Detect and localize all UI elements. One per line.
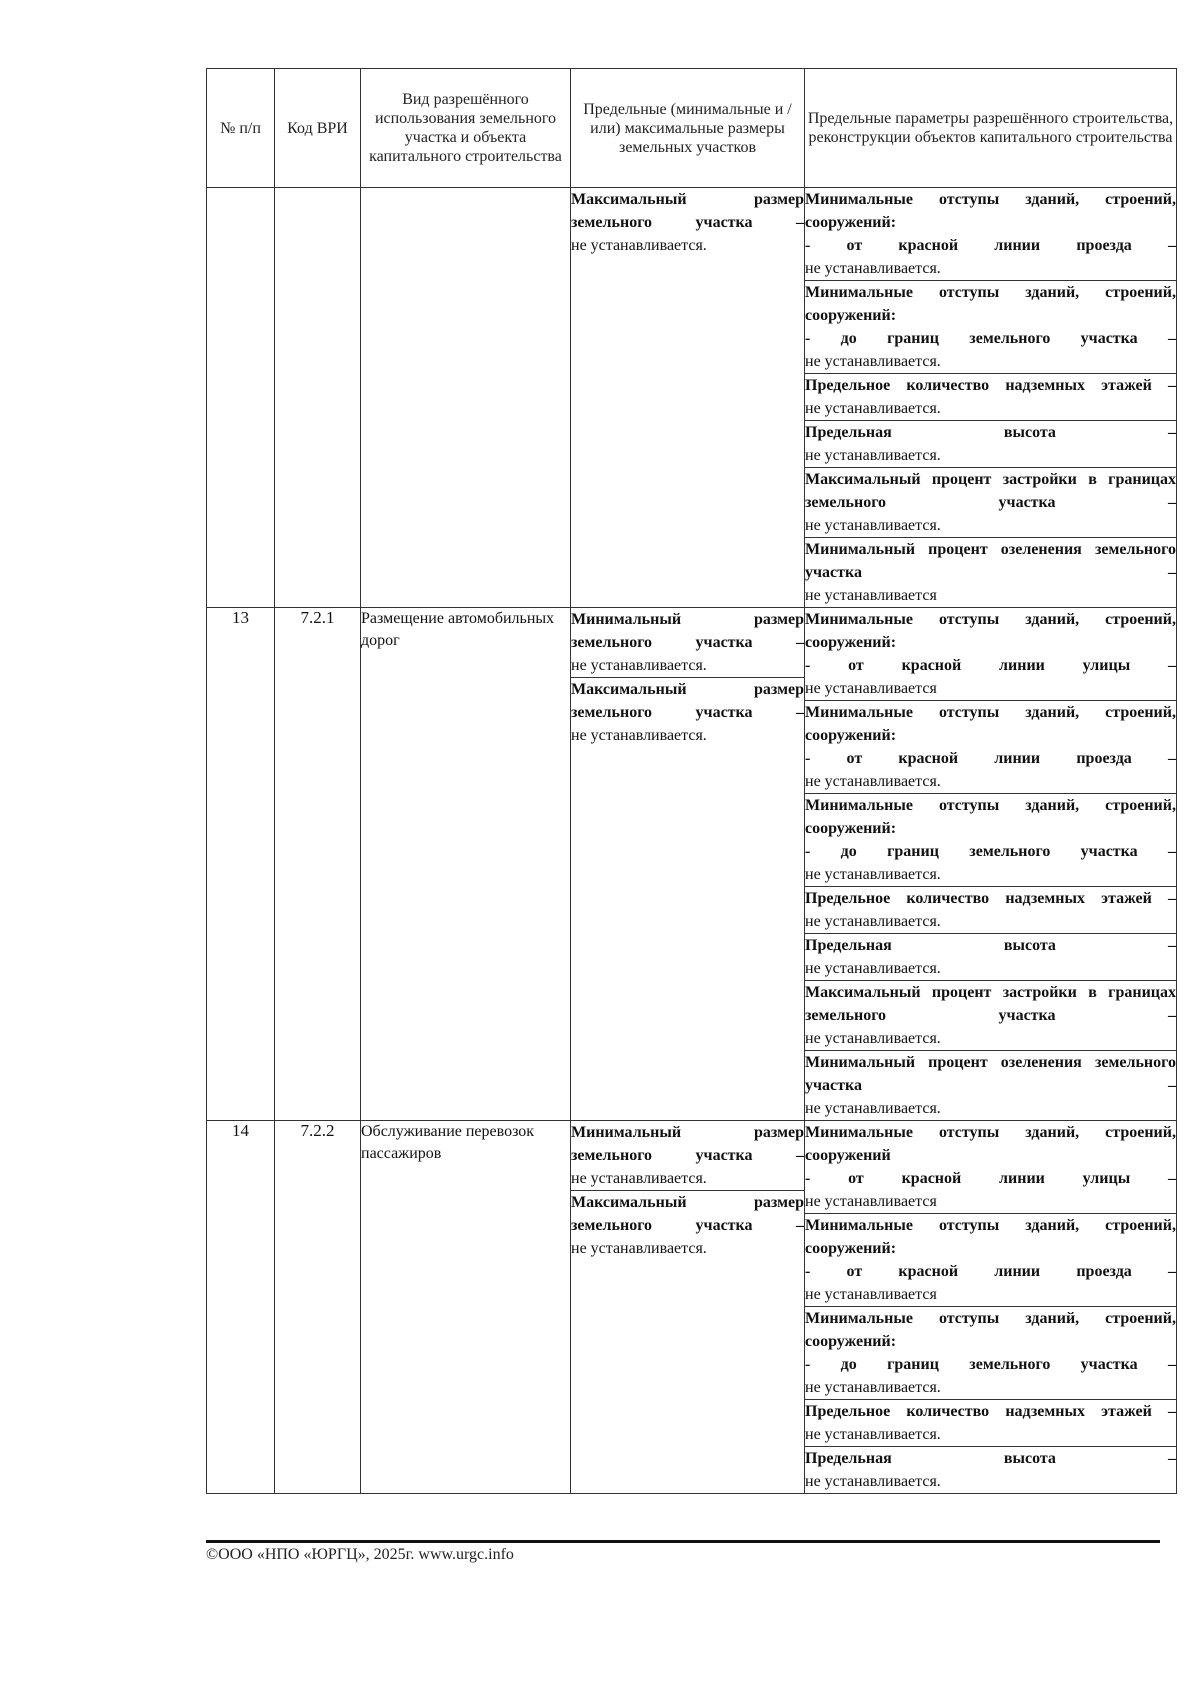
table-row — [207, 1121, 1177, 1494]
plot-size-item — [571, 1191, 804, 1261]
build-param-line: - от красной линии проезда – — [805, 1263, 1176, 1280]
build-param-item — [805, 468, 1176, 538]
build-param-item — [805, 1214, 1176, 1307]
plot-size-value: не устанавливается. — [571, 657, 707, 674]
table-body — [207, 188, 1177, 1494]
build-param-title: Минимальные отступы зданий, строений, сооружений: — [805, 1310, 1176, 1350]
build-param-line: - до границ земельного участка – — [805, 1356, 1176, 1373]
build-param-title: Минимальные отступы зданий, строений, сооружений: — [805, 704, 1176, 744]
build-param-value: не устанавливается. — [805, 447, 941, 464]
build-param-value: не устанавливается. — [805, 960, 941, 977]
build-param-item — [805, 1307, 1176, 1400]
plot-size-title: Максимальный размер земельного участка – — [571, 1194, 804, 1234]
header-build-params: Предельные параметры разрешённого строительства, реконструкции объектов капитального строительства — [805, 69, 1177, 188]
build-param-value: не устанавливается. — [805, 1379, 941, 1396]
row-build-params — [805, 188, 1177, 608]
build-param-value: не устанавливается. — [805, 913, 941, 930]
plot-size-value: не устанавливается. — [571, 1240, 707, 1257]
build-param-item — [805, 421, 1176, 468]
row-number: 14 — [207, 1121, 275, 1494]
footer-copyright: ©ООО «НПО «ЮРГЦ», 2025г. www.urgc.info — [206, 1546, 514, 1563]
build-param-item — [805, 1447, 1176, 1494]
plot-size-item — [571, 188, 804, 257]
build-param-title: Максимальный процент застройки в границах земельного участка – — [805, 471, 1176, 511]
build-param-line: - от красной линии проезда – — [805, 750, 1176, 767]
header-plot-sizes: Предельные (минимальные и /или) максимальные размеры земельных участков — [571, 69, 805, 188]
build-param-item — [805, 794, 1176, 887]
table-row — [207, 188, 1177, 608]
build-param-item — [805, 701, 1176, 794]
header-use-type: Вид разрешённого использования земельного участка и объекта капитального строительства — [361, 69, 571, 188]
build-param-title: Максимальный процент застройки в границах земельного участка – — [805, 984, 1176, 1024]
build-param-value: не устанавливается — [805, 1193, 937, 1210]
build-param-title: Минимальные отступы зданий, строений, сооружений: — [805, 611, 1176, 651]
row-build-params — [805, 1121, 1177, 1494]
table-row — [207, 608, 1177, 1121]
row-number — [207, 188, 275, 608]
build-param-item — [805, 188, 1176, 281]
build-param-value: не устанавливается — [805, 1286, 937, 1303]
build-param-value: не устанавливается. — [805, 1100, 941, 1117]
build-param-item — [805, 934, 1176, 981]
row-use-type: Обслуживание перевозок пассажиров — [361, 1121, 571, 1494]
build-param-title: Предельное количество надземных этажей – — [805, 377, 1176, 394]
build-param-line: - до границ земельного участка – — [805, 330, 1176, 347]
plot-size-item — [571, 1121, 804, 1191]
build-param-item — [805, 281, 1176, 374]
build-param-title: Минимальные отступы зданий, строений, сооружений: — [805, 1217, 1176, 1257]
header-code: Код ВРИ — [275, 69, 361, 188]
build-param-value: не устанавливается. — [805, 866, 941, 883]
build-param-value: не устанавливается — [805, 587, 937, 604]
build-param-line: - от красной линии улицы – — [805, 1170, 1176, 1187]
build-param-value: не устанавливается. — [805, 773, 941, 790]
build-param-title: Минимальные отступы зданий, строений, сооружений — [805, 1124, 1176, 1164]
row-plot-sizes — [571, 608, 805, 1121]
build-param-value: не устанавливается. — [805, 1030, 941, 1047]
plot-size-item — [571, 678, 804, 748]
row-plot-sizes — [571, 1121, 805, 1494]
plot-size-value: не устанавливается. — [571, 727, 707, 744]
build-param-title: Минимальный процент озеленения земельного участка – — [805, 541, 1176, 581]
build-param-item — [805, 1121, 1176, 1214]
row-build-params — [805, 608, 1177, 1121]
build-param-line: - от красной линии улицы – — [805, 657, 1176, 674]
row-vri-code — [275, 188, 361, 608]
build-param-item — [805, 887, 1176, 934]
build-param-title: Предельная высота – — [805, 1450, 1176, 1467]
build-param-title: Минимальный процент озеленения земельного участка – — [805, 1054, 1176, 1094]
build-param-value: не устанавливается — [805, 680, 937, 697]
build-param-line: - от красной линии проезда – — [805, 237, 1176, 254]
build-param-line: - до границ земельного участка – — [805, 843, 1176, 860]
plot-size-title: Минимальный размер земельного участка – — [571, 611, 804, 651]
build-param-title: Минимальные отступы зданий, строений, сооружений: — [805, 797, 1176, 837]
table-header-row — [207, 69, 1177, 188]
build-param-item — [805, 374, 1176, 421]
build-param-item — [805, 981, 1176, 1051]
build-param-title: Минимальные отступы зданий, строений, сооружений: — [805, 284, 1176, 324]
build-param-item — [805, 608, 1176, 701]
build-param-title: Минимальные отступы зданий, строений, сооружений: — [805, 191, 1176, 231]
build-param-title: Предельное количество надземных этажей – — [805, 890, 1176, 907]
plot-size-title: Максимальный размер земельного участка – — [571, 681, 804, 721]
row-vri-code: 7.2.2 — [275, 1121, 361, 1494]
regulations-table — [206, 68, 1177, 1494]
row-use-type: Размещение автомобильных дорог — [361, 608, 571, 1121]
plot-size-value: не устанавливается. — [571, 237, 707, 254]
row-number: 13 — [207, 608, 275, 1121]
build-param-value: не устанавливается. — [805, 400, 941, 417]
build-param-title: Предельная высота – — [805, 424, 1176, 441]
build-param-value: не устанавливается. — [805, 1473, 941, 1490]
build-param-title: Предельное количество надземных этажей – — [805, 1403, 1176, 1420]
build-param-item — [805, 1400, 1176, 1447]
plot-size-title: Минимальный размер земельного участка – — [571, 1124, 804, 1164]
row-use-type — [361, 188, 571, 608]
plot-size-value: не устанавливается. — [571, 1170, 707, 1187]
header-number: № п/п — [207, 69, 275, 188]
build-param-item — [805, 538, 1176, 608]
row-vri-code: 7.2.1 — [275, 608, 361, 1121]
build-param-title: Предельная высота – — [805, 937, 1176, 954]
plot-size-item — [571, 608, 804, 678]
build-param-value: не устанавливается. — [805, 353, 941, 370]
row-plot-sizes — [571, 188, 805, 608]
build-param-value: не устанавливается. — [805, 260, 941, 277]
footer-divider — [206, 1540, 1160, 1543]
build-param-value: не устанавливается. — [805, 517, 941, 534]
plot-size-title: Максимальный размер земельного участка – — [571, 191, 804, 231]
build-param-item — [805, 1051, 1176, 1121]
build-param-value: не устанавливается. — [805, 1426, 941, 1443]
